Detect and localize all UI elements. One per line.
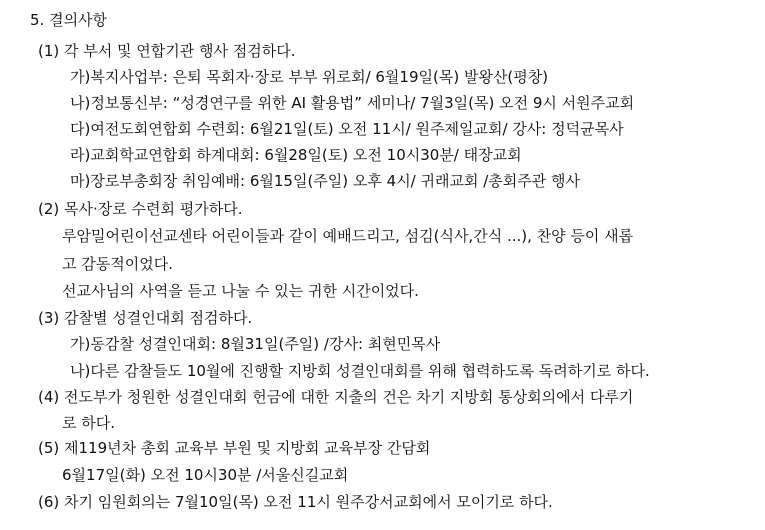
item-4-heading: (4) 전도부가 청원한 성결인대회 헌금에 대한 지출의 건은 차기 지방회 통상회의에서 다루기 bbox=[38, 388, 634, 406]
item-3-line-1: 가)동감찰 성결인대회: 8월31일(주일) /강사: 최현민목사 bbox=[70, 335, 441, 353]
item-2-line-1: 루암밀어린이선교센타 어린이들과 같이 예배드리고, 섬김(식사,간식 ...), 찬양 등이 새롭 bbox=[62, 227, 634, 245]
item-1-line-2: 나)정보통신부: “성경연구를 위한 AI 활용법” 세미나/ 7월3일(목) 오전 9시 서원주교회 bbox=[70, 94, 635, 112]
item-1-line-3: 다)여전도회연합회 수련회: 6월21일(토) 오전 11시/ 원주제일교회/ 강사: 정덕균목사 bbox=[70, 120, 624, 138]
item-6-heading: (6) 차기 임원회의는 7월10일(목) 오전 11시 원주강서교회에서 모이기로 하다. bbox=[38, 493, 553, 511]
item-1-heading: (1) 각 부서 및 연합기관 행사 점검하다. bbox=[38, 42, 296, 60]
item-1-line-1: 가)복지사업부: 은퇴 목회자·장로 부부 위로회/ 6월19일(목) 발왕산(평창) bbox=[70, 68, 549, 86]
item-5-heading: (5) 제119년차 총회 교육부 부원 및 지방회 교육부장 간담회 bbox=[38, 439, 431, 457]
section-title: 5. 결의사항 bbox=[30, 11, 108, 29]
item-5-line-1: 6월17일(화) 오전 10시30분 /서울신길교회 bbox=[62, 466, 349, 484]
item-4-line-1: 로 하다. bbox=[62, 414, 116, 432]
item-2-line-2: 고 감동적이었다. bbox=[62, 255, 173, 273]
item-1-line-5: 마)장로부총회장 취임예배: 6월15일(주일) 오후 4시/ 귀래교회 /총회주관 행사 bbox=[70, 172, 580, 190]
item-2-line-3: 선교사님의 사역을 듣고 나눌 수 있는 귀한 시간이었다. bbox=[62, 282, 419, 300]
item-3-line-2: 나)다른 감찰들도 10월에 진행할 지방회 성결인대회를 위해 협력하도록 독려하기로 하다. bbox=[70, 362, 650, 380]
item-2-heading: (2) 목사·장로 수련회 평가하다. bbox=[38, 200, 243, 218]
item-1-line-4: 라)교회학교연합회 하계대회: 6월28일(토) 오전 10시30분/ 태장교회 bbox=[70, 146, 522, 164]
item-3-heading: (3) 감찰별 성결인대회 점검하다. bbox=[38, 309, 253, 327]
